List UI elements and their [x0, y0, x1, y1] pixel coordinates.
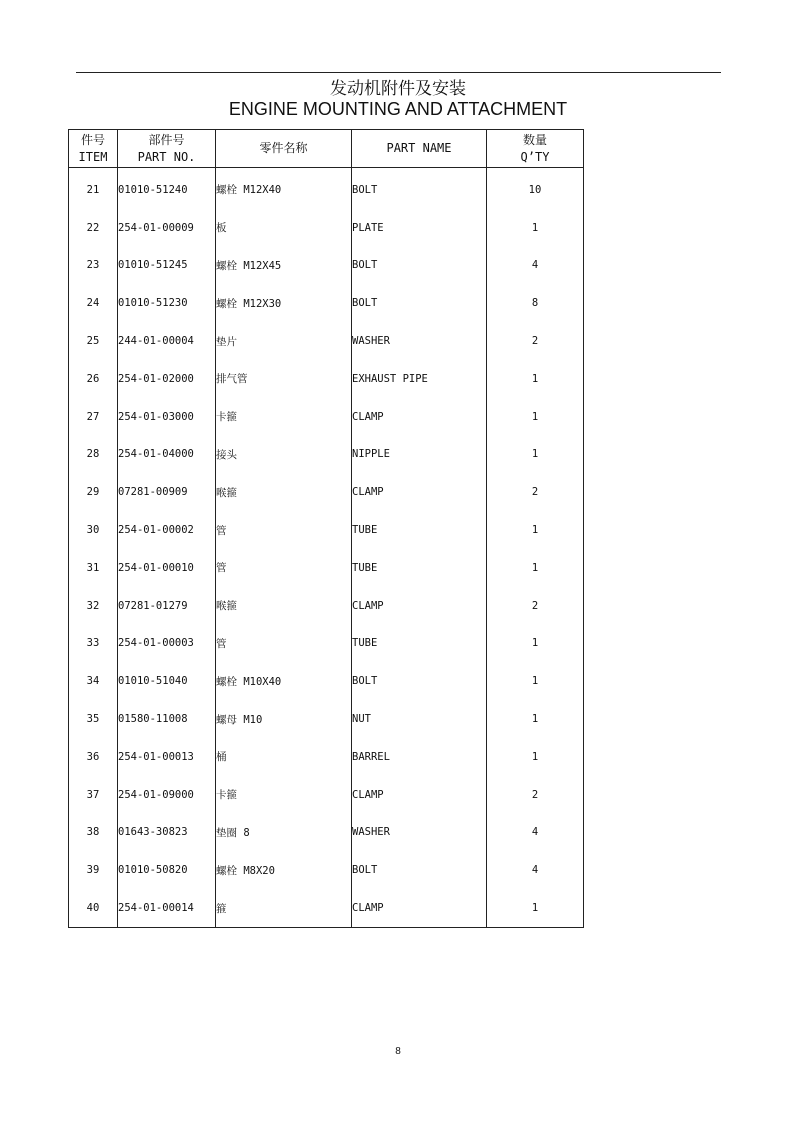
- cell-part-no: 01010-51040: [118, 662, 216, 700]
- cell-name-cn: 卡箍: [216, 398, 352, 436]
- cell-name-en: BOLT: [352, 662, 487, 700]
- cell-name-cn: 螺母 M10: [216, 700, 352, 738]
- table-body: [69, 168, 584, 928]
- cell-item: 29: [69, 473, 118, 511]
- cell-part-no: 01010-51230: [118, 284, 216, 322]
- cell-name-en: BOLT: [352, 247, 487, 285]
- header-rule: [76, 72, 721, 73]
- cell-name-en: WASHER: [352, 814, 487, 852]
- cell-name-cn: 板: [216, 209, 352, 247]
- table-row: [69, 587, 584, 625]
- page-number: 8: [395, 1046, 401, 1057]
- cell-item: 37: [69, 776, 118, 814]
- cell-part-no: 07281-00909: [118, 473, 216, 511]
- cell-item: 32: [69, 587, 118, 625]
- cell-part-no: 254-01-00014: [118, 889, 216, 927]
- cell-qty: 10: [487, 168, 584, 209]
- cell-name-en: WASHER: [352, 322, 487, 360]
- cell-part-no: 254-01-00002: [118, 511, 216, 549]
- cell-name-en: NUT: [352, 700, 487, 738]
- cell-part-no: 254-01-02000: [118, 360, 216, 398]
- cell-item: 22: [69, 209, 118, 247]
- table-row: [69, 700, 584, 738]
- column-header-name-cn-label: 零件名称: [259, 141, 308, 155]
- cell-name-en: BOLT: [352, 168, 487, 209]
- table-row: [69, 360, 584, 398]
- column-header-name-cn: [216, 130, 352, 168]
- cell-name-cn: 箍: [216, 889, 352, 927]
- cell-name-cn: 垫片: [216, 322, 352, 360]
- cell-part-no: 254-01-09000: [118, 776, 216, 814]
- cell-name-en: TUBE: [352, 625, 487, 663]
- table-row: [69, 625, 584, 663]
- table-row: [69, 209, 584, 247]
- cell-item: 24: [69, 284, 118, 322]
- cell-name-en: BOLT: [352, 284, 487, 322]
- cell-part-no: 244-01-00004: [118, 322, 216, 360]
- cell-item: 26: [69, 360, 118, 398]
- cell-name-en: TUBE: [352, 549, 487, 587]
- cell-part-no: 07281-01279: [118, 587, 216, 625]
- column-header-item: [69, 130, 118, 168]
- page-title-cn: 发动机附件及安装: [330, 79, 466, 99]
- cell-name-cn: 桶: [216, 738, 352, 776]
- column-header-name-en: [352, 130, 487, 168]
- cell-name-cn: 喉箍: [216, 473, 352, 511]
- column-header-name-en-label: PART NAME: [386, 141, 452, 155]
- cell-item: 39: [69, 851, 118, 889]
- cell-part-no: 01643-30823: [118, 814, 216, 852]
- table-row: [69, 662, 584, 700]
- cell-name-en: NIPPLE: [352, 436, 487, 474]
- cell-qty: 4: [487, 814, 584, 852]
- cell-name-cn: 卡箍: [216, 776, 352, 814]
- cell-name-en: CLAMP: [352, 473, 487, 511]
- cell-part-no: 254-01-00013: [118, 738, 216, 776]
- column-header-qty: [487, 130, 584, 168]
- cell-item: 30: [69, 511, 118, 549]
- table-row: [69, 776, 584, 814]
- cell-part-no: 01010-50820: [118, 851, 216, 889]
- column-header-item-en: ITEM: [78, 149, 108, 164]
- cell-item: 34: [69, 662, 118, 700]
- cell-qty: 2: [487, 322, 584, 360]
- table-row: [69, 511, 584, 549]
- cell-part-no: 254-01-00003: [118, 625, 216, 663]
- cell-qty: 1: [487, 511, 584, 549]
- cell-part-no: 01580-11008: [118, 700, 216, 738]
- cell-name-cn: 螺栓 M12X45: [216, 247, 352, 285]
- table-row: [69, 168, 584, 209]
- cell-name-cn: 螺栓 M8X20: [216, 851, 352, 889]
- column-header-part-no-cn: 部件号: [148, 132, 185, 147]
- cell-name-en: EXHAUST PIPE: [352, 360, 487, 398]
- parts-table: [68, 129, 584, 928]
- cell-name-cn: 管: [216, 625, 352, 663]
- cell-qty: 1: [487, 738, 584, 776]
- cell-qty: 4: [487, 247, 584, 285]
- column-header-part-no-en: PART NO.: [137, 149, 196, 164]
- cell-qty: 1: [487, 889, 584, 927]
- column-header-qty-cn: 数量: [522, 132, 547, 147]
- cell-name-cn: 管: [216, 511, 352, 549]
- cell-name-en: PLATE: [352, 209, 487, 247]
- table-row: [69, 322, 584, 360]
- cell-item: 36: [69, 738, 118, 776]
- cell-qty: 8: [487, 284, 584, 322]
- table-row: [69, 398, 584, 436]
- cell-qty: 4: [487, 851, 584, 889]
- cell-name-en: CLAMP: [352, 398, 487, 436]
- cell-item: 38: [69, 814, 118, 852]
- cell-item: 33: [69, 625, 118, 663]
- cell-item: 28: [69, 436, 118, 474]
- cell-name-en: BARREL: [352, 738, 487, 776]
- cell-name-en: CLAMP: [352, 889, 487, 927]
- cell-part-no: 254-01-00009: [118, 209, 216, 247]
- cell-item: 27: [69, 398, 118, 436]
- column-header-part-no: [118, 130, 216, 168]
- cell-name-en: CLAMP: [352, 587, 487, 625]
- cell-qty: 1: [487, 549, 584, 587]
- cell-qty: 1: [487, 360, 584, 398]
- cell-name-cn: 喉箍: [216, 587, 352, 625]
- cell-qty: 2: [487, 587, 584, 625]
- cell-qty: 2: [487, 473, 584, 511]
- cell-qty: 1: [487, 398, 584, 436]
- cell-item: 40: [69, 889, 118, 927]
- cell-name-cn: 排气管: [216, 360, 352, 398]
- cell-part-no: 01010-51245: [118, 247, 216, 285]
- cell-qty: 2: [487, 776, 584, 814]
- table-row: [69, 738, 584, 776]
- cell-qty: 1: [487, 625, 584, 663]
- cell-item: 23: [69, 247, 118, 285]
- table-row: [69, 851, 584, 889]
- table-row: [69, 436, 584, 474]
- table-row: [69, 549, 584, 587]
- cell-item: 35: [69, 700, 118, 738]
- page-title-en: ENGINE MOUNTING AND ATTACHMENT: [228, 99, 568, 119]
- cell-name-en: TUBE: [352, 511, 487, 549]
- table-row: [69, 889, 584, 927]
- table-row: [69, 284, 584, 322]
- cell-qty: 1: [487, 700, 584, 738]
- cell-name-cn: 管: [216, 549, 352, 587]
- cell-item: 21: [69, 168, 118, 209]
- cell-part-no: 254-01-03000: [118, 398, 216, 436]
- cell-qty: 1: [487, 662, 584, 700]
- column-header-item-cn: 件号: [80, 132, 105, 147]
- table-header: [69, 130, 584, 168]
- cell-name-en: CLAMP: [352, 776, 487, 814]
- cell-part-no: 254-01-04000: [118, 436, 216, 474]
- table-row: [69, 473, 584, 511]
- cell-item: 25: [69, 322, 118, 360]
- cell-part-no: 254-01-00010: [118, 549, 216, 587]
- cell-name-cn: 接头: [216, 436, 352, 474]
- cell-name-cn: 垫圈 8: [216, 814, 352, 852]
- column-header-qty-en: Q’TY: [520, 149, 550, 164]
- cell-name-cn: 螺栓 M10X40: [216, 662, 352, 700]
- cell-qty: 1: [487, 209, 584, 247]
- cell-part-no: 01010-51240: [118, 168, 216, 209]
- cell-name-en: BOLT: [352, 851, 487, 889]
- cell-qty: 1: [487, 436, 584, 474]
- table-row: [69, 814, 584, 852]
- table-row: [69, 247, 584, 285]
- cell-item: 31: [69, 549, 118, 587]
- cell-name-cn: 螺栓 M12X30: [216, 284, 352, 322]
- cell-name-cn: 螺栓 M12X40: [216, 168, 352, 209]
